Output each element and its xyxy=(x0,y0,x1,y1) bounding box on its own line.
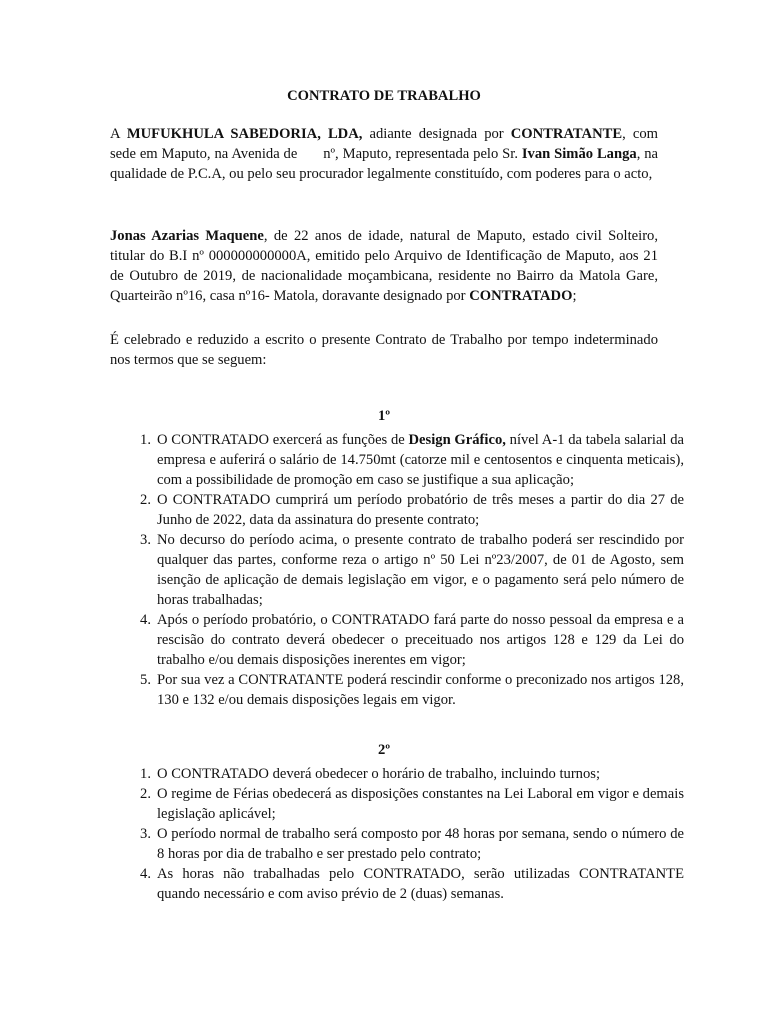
list-item xyxy=(140,670,684,710)
item-text: O CONTRATADO cumprirá um período probatório de três meses a partir do dia 27 de Junho de 2022, data da assinatura do presente contrato; xyxy=(157,492,684,528)
item-text: O regime de Férias obedecerá as disposições constantes na Lei Laboral em vigor e demais legislação aplicável; xyxy=(157,786,684,822)
item-text: No decurso do período acima, o presente contrato de trabalho poderá ser rescindido por qualquer das partes, conforme reza o artigo nº 50 Lei nº23/2007, de 01 de Agosto, sem isenção de aplicação de demais legislação em vigor, e o pagamento será pelo número de horas trabalhadas; xyxy=(157,532,684,608)
representative-name: Ivan Simão Langa xyxy=(521,146,637,162)
section-2-list xyxy=(131,764,684,904)
list-item xyxy=(140,784,684,824)
item-number: 2. xyxy=(140,786,151,802)
item-number: 2. xyxy=(140,492,151,508)
item-text: As horas não trabalhadas pelo CONTRATADO, serão utilizadas CONTRATANTE quando necessário e com aviso prévio de 2 (duas) semanas. xyxy=(157,866,684,902)
list-item xyxy=(140,430,685,490)
contractor-paragraph xyxy=(110,124,658,184)
text: ; xyxy=(572,288,577,304)
text: , de 22 anos de idade, natural de Maputo, estado civil Solteiro, titular do B.I nº 000000000000A, emitido pelo Arquivo de Identificação de Maputo, aos 21 de Outubro de 2019, de nacionalidade moçambicana, residente no Bairro da Matola Gare, Quarteirão nº16, casa nº16- Matola, doravante designado por xyxy=(110,228,658,304)
item-number: 1. xyxy=(140,766,151,782)
list-item xyxy=(140,824,684,864)
list-item xyxy=(140,530,684,610)
contractor-term: CONTRATANTE xyxy=(510,126,623,142)
item-number: 1. xyxy=(140,432,151,448)
company-name: MUFUKHULA SABEDORIA, LDA, xyxy=(126,126,363,142)
section-1-list xyxy=(131,430,684,710)
list-item xyxy=(140,490,684,530)
list-item xyxy=(140,864,684,904)
text: adiante designada por xyxy=(362,126,511,142)
text: O CONTRATADO exercerá as funções de xyxy=(157,432,409,448)
employee-paragraph xyxy=(110,226,658,306)
list-item xyxy=(140,610,684,670)
item-text: O CONTRATADO deverá obedecer o horário de trabalho, incluindo turnos; xyxy=(157,766,601,782)
text: , com sede em Maputo, na Avenida de xyxy=(110,126,658,162)
item-number: 5. xyxy=(140,672,151,688)
item-number: 3. xyxy=(140,826,151,842)
section-heading-2: 2º xyxy=(377,742,391,758)
text: nível A-1 da tabela salarial da empresa e auferirá o salário de 14.750mt (catorze mil e centosentos e cinquenta meticais), com a possibilidade de promoção em caso se justifique a sua aplicação; xyxy=(157,432,685,488)
list-item xyxy=(140,764,684,784)
item-text: O período normal de trabalho será composto por 48 horas por semana, sendo o número de 8 horas por dia de trabalho e ser prestado pelo contrato; xyxy=(157,826,684,862)
item-text: Após o período probatório, o CONTRATADO fará parte do nosso pessoal da empresa e a rescisão do contrato deverá obedecer o preceituado nos artigos 128 e 129 da Lei do trabalho e/ou demais disposições inerentes em vigor; xyxy=(157,612,684,668)
document-title: CONTRATO DE TRABALHO xyxy=(287,88,481,104)
text: , na qualidade de P.C.A, ou pelo seu procurador legalmente constituído, com poderes para o acto, xyxy=(110,146,658,182)
intro-paragraph: É celebrado e reduzido a escrito o presente Contrato de Trabalho por tempo indeterminado nos termos que se seguem: xyxy=(110,332,658,368)
text: A xyxy=(110,126,127,142)
employee-name: Jonas Azarias Maquene xyxy=(110,228,264,244)
item-number: 3. xyxy=(140,532,151,548)
item-number: 4. xyxy=(140,612,151,628)
text: nº, Maputo, representada pelo Sr. xyxy=(323,146,522,162)
contracted-term: CONTRATADO xyxy=(469,288,573,304)
item-text: Por sua vez a CONTRATANTE poderá rescindir conforme o preconizado nos artigos 128, 130 e 132 e/ou demais disposições legais em vigor. xyxy=(157,672,684,708)
job-title: Design Gráfico, xyxy=(408,432,506,448)
section-heading-1: 1º xyxy=(377,408,391,424)
item-number: 4. xyxy=(140,866,151,882)
